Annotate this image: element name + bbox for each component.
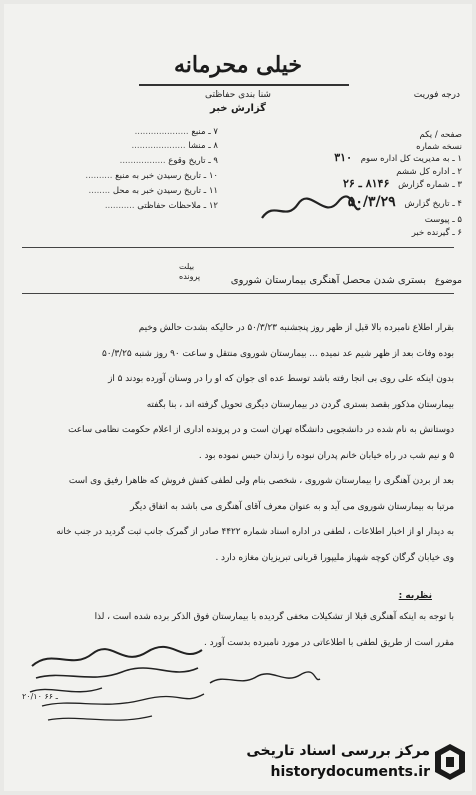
field-row: ۷ ـ منبع .................... [134, 127, 218, 137]
body-line: دوستانش به نام شده در دانشجویی دانشگاه تهران است و در پرونده اداری از اعلام حکومت نظامی ساعت [68, 425, 454, 435]
field-label: ۱ ـ به مدیریت کل اداره سوم [360, 154, 462, 164]
body-line: وی خیابان گرگان کوچه شهباز ملیپورا قربانی تبریزیان مغازه دارد . [215, 552, 454, 563]
document-code: ۲۰/۱۰ ـ ۶۶ [22, 692, 58, 701]
field-value: ۸۱۴۶ ـ ۲۶ [343, 177, 390, 190]
body-line: بقرار اطلاع نامبرده بالا قبل از ظهر روز پنجشنبه ۵۰/۳/۲۳ در حالیکه بشدت حالش وخیم [138, 323, 454, 333]
watermark-url: historydocuments.ir [270, 764, 430, 780]
attachment-label: پرونده [179, 272, 201, 281]
field-row: ۸ ـ منشأ .................... [131, 141, 218, 151]
field-row: ۱۲ ـ ملاحظات حفاظتی ........... [104, 201, 218, 211]
field-label: نسخه شماره [416, 142, 462, 152]
watermark-title: مرکز بررسی اسناد تاریخی [246, 743, 430, 759]
body-line: بدون اینکه علی روی بی انجا رفته باشد توسط عده ای جوان که او را در وسنان آورده بودند ۵ از [108, 374, 454, 384]
note-label: بیلت [179, 262, 195, 271]
report-body [22, 316, 454, 571]
urgency-label: درجه فوریت [413, 90, 460, 100]
subject-divider [22, 293, 454, 294]
opinion-line: مقرر است از طریق لطفی با اطلاعاتی در مورد نامبرده بدست آورد . [203, 637, 454, 648]
department-label: شنا بندی حفاظتی [205, 90, 271, 100]
field-row: ۱۱ ـ تاریخ رسیدن خبر به محل ........ [88, 186, 218, 196]
field-label: ۱۰ ـ تاریخ رسیدن خبر به منبع [115, 171, 218, 181]
opinion-line: با توجه به اینکه آهنگری قبلا از تشکیلات مخفی گردیده با بیمارستان فوق الذکر برده شده است ، لذا [94, 612, 454, 622]
field-label: ۹ ـ تاریخ وقوع [168, 156, 218, 166]
field-label: ۴ ـ تاریخ گزارش [404, 199, 462, 209]
body-line: به دیدار او از اخبار اطلاعات ، لطفی در اداره اسناد شماره ۴۴۲۲ صادر از گمرک جانب ثبت گردید در جنب خانه [56, 527, 454, 537]
classification-underline [139, 84, 349, 86]
field-label: ۵ ـ پیوست [424, 215, 462, 225]
body-line: مرتبا به بیمارستان شوروی می آید و به عنوان معرف آقای آهنگری می باشد به اتفاق دیگر [130, 501, 454, 512]
field-row [252, 177, 462, 190]
body-line: ۵ و نیم شب در راه خیابان خانم پدران نبوده را زندان حبس نموده بود . [198, 450, 454, 461]
subject-value: بستری شدن محصل آهنگری بیمارستان شوروی [230, 275, 426, 286]
handwritten-initials [204, 669, 324, 691]
opinion-heading: نظریه : [398, 591, 432, 601]
subject-line [231, 275, 462, 286]
report-title: گزارش خبر [209, 103, 266, 114]
field-label: ۱۱ ـ تاریخ رسیدن خبر به محل [112, 186, 218, 196]
body-line: بعد از بردن آهنگری را بیمارستان شوروی ، شخصی بنام ولی لطفی کفش فروش که ظاهرا رفیق وی است [68, 476, 454, 486]
field-label: ۲ ـ اداره کل ششم [396, 167, 462, 177]
field-row: ۹ ـ تاریخ وقوع ................. [119, 156, 218, 166]
classification-heading: خیلی محرمانه [173, 52, 303, 78]
field-label: ۶ ـ گیرنده خبر [411, 228, 462, 238]
header-divider [22, 247, 454, 248]
field-label: صفحه / یکم [419, 130, 462, 140]
subject-label: موضوع [434, 276, 462, 286]
body-line: بیمارستان مذکور بقصد بستری گردن در بیمارستان دیگری تحویل گرفته اند ، بنا بگفته [146, 399, 454, 410]
field-label: ۱۲ ـ ملاحظات حفاظتی [137, 201, 218, 211]
field-value: ۳۱۰ [334, 151, 352, 164]
field-row: ۱۰ ـ تاریخ رسیدن خبر به منبع .......... [85, 171, 218, 181]
document-page [4, 4, 472, 791]
field-row [252, 164, 462, 177]
field-label: ۸ ـ منشأ [188, 141, 218, 151]
field-row [252, 151, 462, 164]
field-label: ۷ ـ منبع [191, 127, 218, 137]
field-value: ۵۰/۳/۲۹ [347, 194, 396, 210]
handwritten-date-mark [254, 194, 364, 228]
body-line: بوده وفات بعد از ظهر شیم عد نمیده ... بیمارستان شوروی منتقل و ساعت ۹۰ روز شنبه ۵۰/۳/۲۵ [102, 348, 454, 359]
archive-logo-icon [434, 743, 466, 781]
field-label: ۳ ـ شماره گزارش [398, 180, 462, 190]
